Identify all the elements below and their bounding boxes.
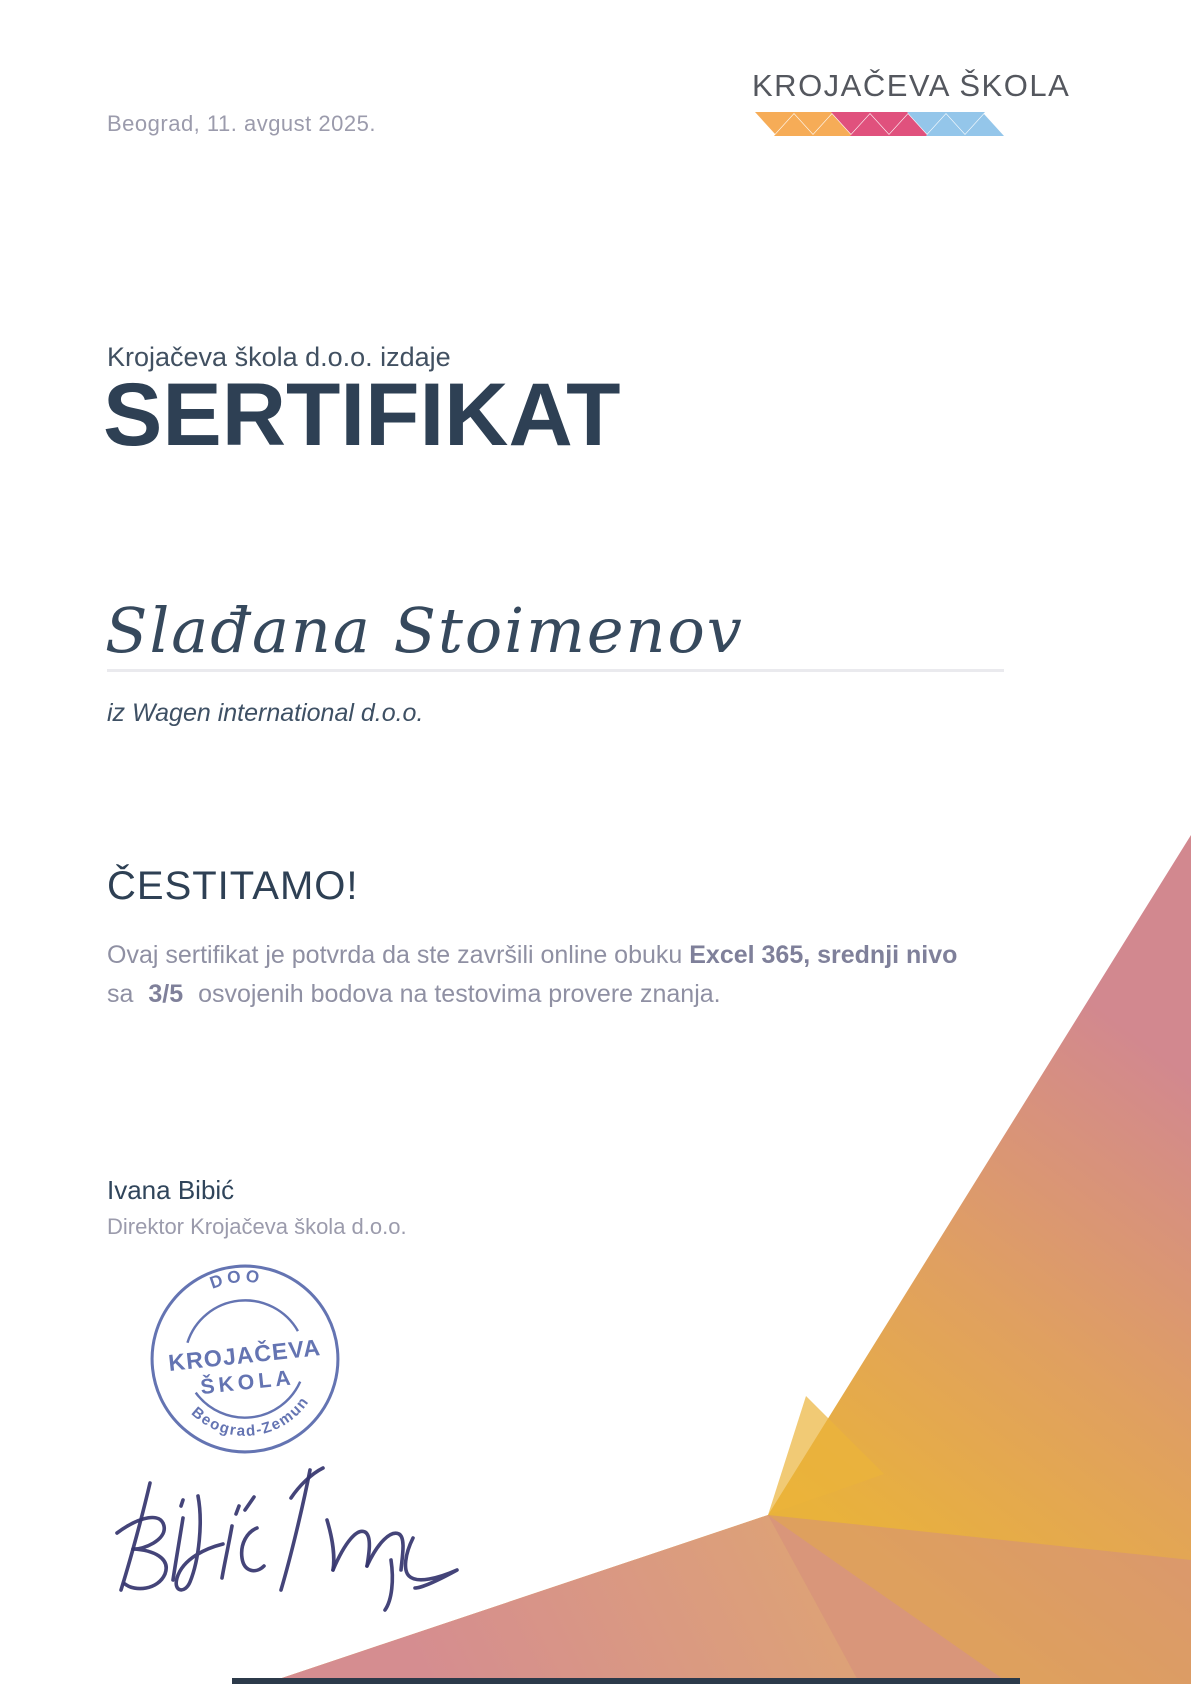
signature-stroke xyxy=(242,1528,264,1571)
stamp-bottom-text: Beograd-Zemun xyxy=(188,1393,313,1440)
signature-stroke xyxy=(176,1496,223,1590)
congrats-heading: ČESTITAMO! xyxy=(107,864,359,908)
name-underline-rule xyxy=(107,669,1004,672)
signature-stroke xyxy=(281,1470,310,1590)
signature-stroke xyxy=(222,1526,232,1578)
stamp-name-line2: ŠKOLA xyxy=(199,1366,296,1400)
signature-stroke xyxy=(181,1500,183,1506)
logo-wordmark: KROJAČEVA ŠKOLA xyxy=(752,68,1071,103)
logo-triangle-band xyxy=(752,111,1004,137)
footer-accent-bar xyxy=(232,1678,1020,1684)
certificate-body-text xyxy=(107,936,987,1014)
signature-stroke xyxy=(121,1483,150,1590)
body-part3: osvojenih bodova na testovima provere znanja. xyxy=(191,980,721,1008)
date-line: Beograd, 11. avgust 2025. xyxy=(107,111,376,136)
stamp-inner-arc-top xyxy=(184,1295,298,1343)
signature-stroke xyxy=(327,1520,334,1570)
signature-stroke xyxy=(367,1533,403,1570)
signature-stroke xyxy=(385,1560,392,1610)
certificate-title: SERTIFIKAT xyxy=(103,364,621,464)
body-part2: sa xyxy=(107,980,141,1008)
signature-stroke xyxy=(236,1506,239,1514)
handwritten-signature xyxy=(95,1458,485,1628)
issuer-line: Krojačeva škola d.o.o. izdaje xyxy=(107,342,451,372)
signature-stroke xyxy=(406,1538,457,1588)
stamp-name-line1: KROJAČEVA xyxy=(167,1334,323,1376)
body-course-name: Excel 365, srednji nivo xyxy=(689,941,958,969)
recipient-name: Slađana Stoimenov xyxy=(105,594,744,667)
recipient-company: iz Wagen international d.o.o. xyxy=(107,699,424,727)
school-logo xyxy=(752,68,1082,137)
body-score: 3/5 xyxy=(148,980,184,1008)
company-stamp xyxy=(134,1248,356,1470)
signature-stroke xyxy=(333,1531,369,1570)
signer-name: Ivana Bibić xyxy=(107,1175,235,1205)
stamp-top-text: DOO xyxy=(207,1265,265,1293)
body-part1: Ovaj sertifikat je potvrda da ste završili online obuku xyxy=(107,941,690,969)
signer-title: Direktor Krojačeva škola d.o.o. xyxy=(107,1214,407,1239)
signature-stroke xyxy=(245,1497,254,1510)
